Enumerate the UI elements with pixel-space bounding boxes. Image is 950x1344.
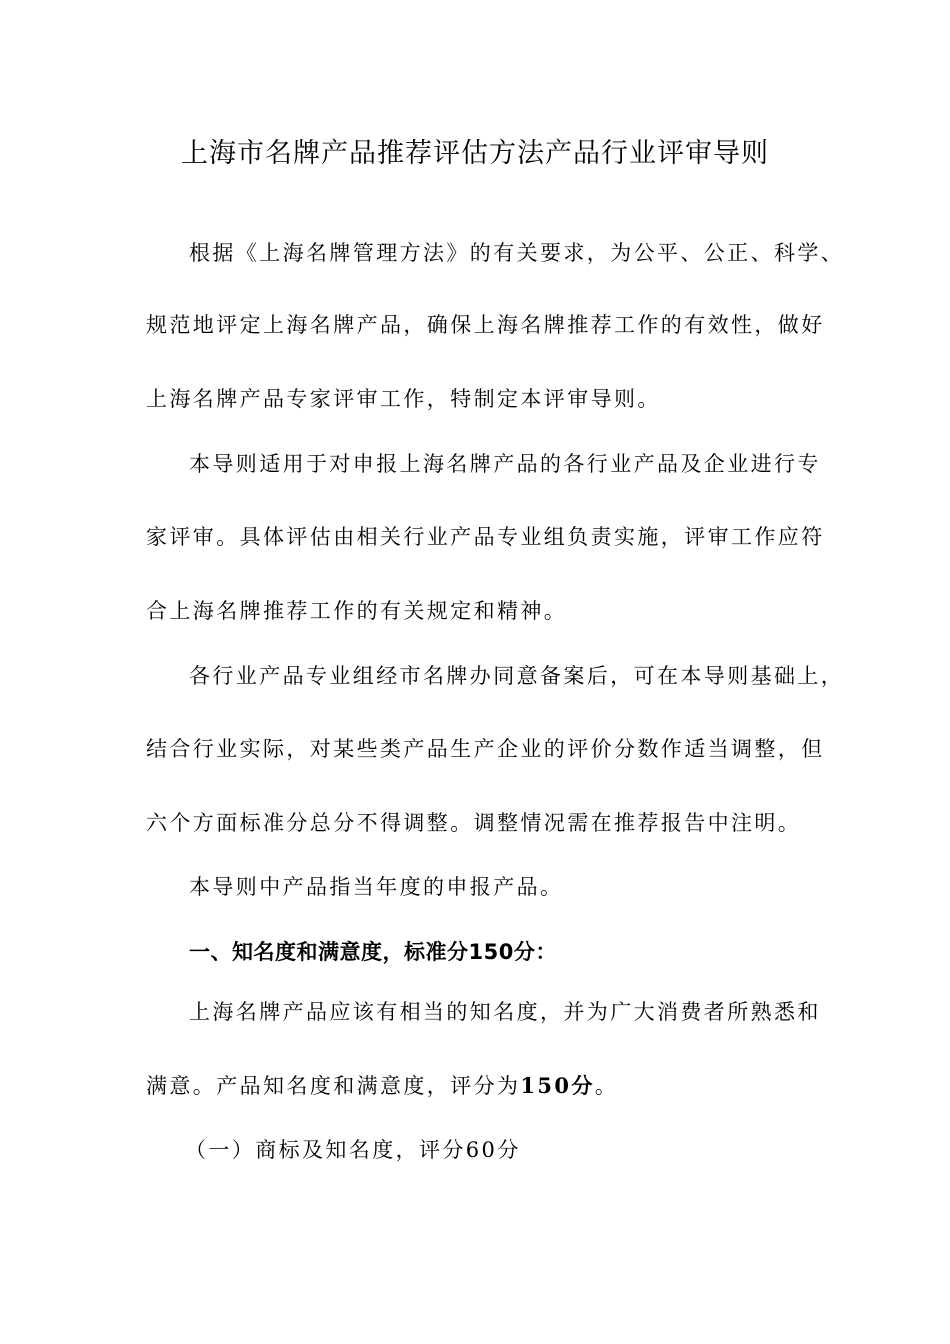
paragraph-1-line-2: 规范地评定上海名牌产品，确保上海名牌推荐工作的有效性，做好: [146, 313, 825, 337]
section-1-line-2: [146, 1071, 618, 1101]
paragraph-3-line-2: 结合行业实际，对某些类产品生产企业的评价分数作适当调整，但: [146, 737, 825, 761]
section-1-heading: 一、知名度和满意度，标准分150分：: [189, 940, 557, 964]
paragraph-3-line-1: 各行业产品专业组经市名牌办同意备案后，可在本导则基础上，: [189, 664, 845, 688]
paragraph-4-line-1: 本导则中产品指当年度的申报产品。: [189, 875, 564, 899]
section-1-subheading: （一）商标及知名度，评分60分: [185, 1138, 521, 1162]
paragraph-2-line-1: 本导则适用于对申报上海名牌产品的各行业产品及企业进行专: [189, 452, 821, 476]
section-1-score: 150分: [520, 1073, 595, 1098]
section-1-line-2-end: 。: [594, 1074, 619, 1098]
paragraph-1-line-1: 根据《上海名牌管理方法》的有关要求，为公平、公正、科学、: [189, 241, 845, 265]
document-title: 上海市名牌产品推荐评估方法产品行业评审导则: [181, 138, 769, 169]
paragraph-2-line-3: 合上海名牌推荐工作的有关规定和精神。: [146, 599, 568, 623]
section-1-line-1: 上海名牌产品应该有相当的知名度，并为广大消费者所熟悉和: [189, 1000, 821, 1024]
paragraph-2-line-2: 家评审。具体评估由相关行业产品专业组负责实施，评审工作应符: [146, 525, 825, 549]
paragraph-1-line-3: 上海名牌产品专家评审工作，特制定本评审导则。: [146, 387, 661, 411]
section-1-line-2-text: 满意。产品知名度和满意度，评分为: [146, 1074, 521, 1098]
paragraph-3-line-3: 六个方面标准分总分不得调整。调整情况需在推荐报告中注明。: [146, 811, 802, 835]
